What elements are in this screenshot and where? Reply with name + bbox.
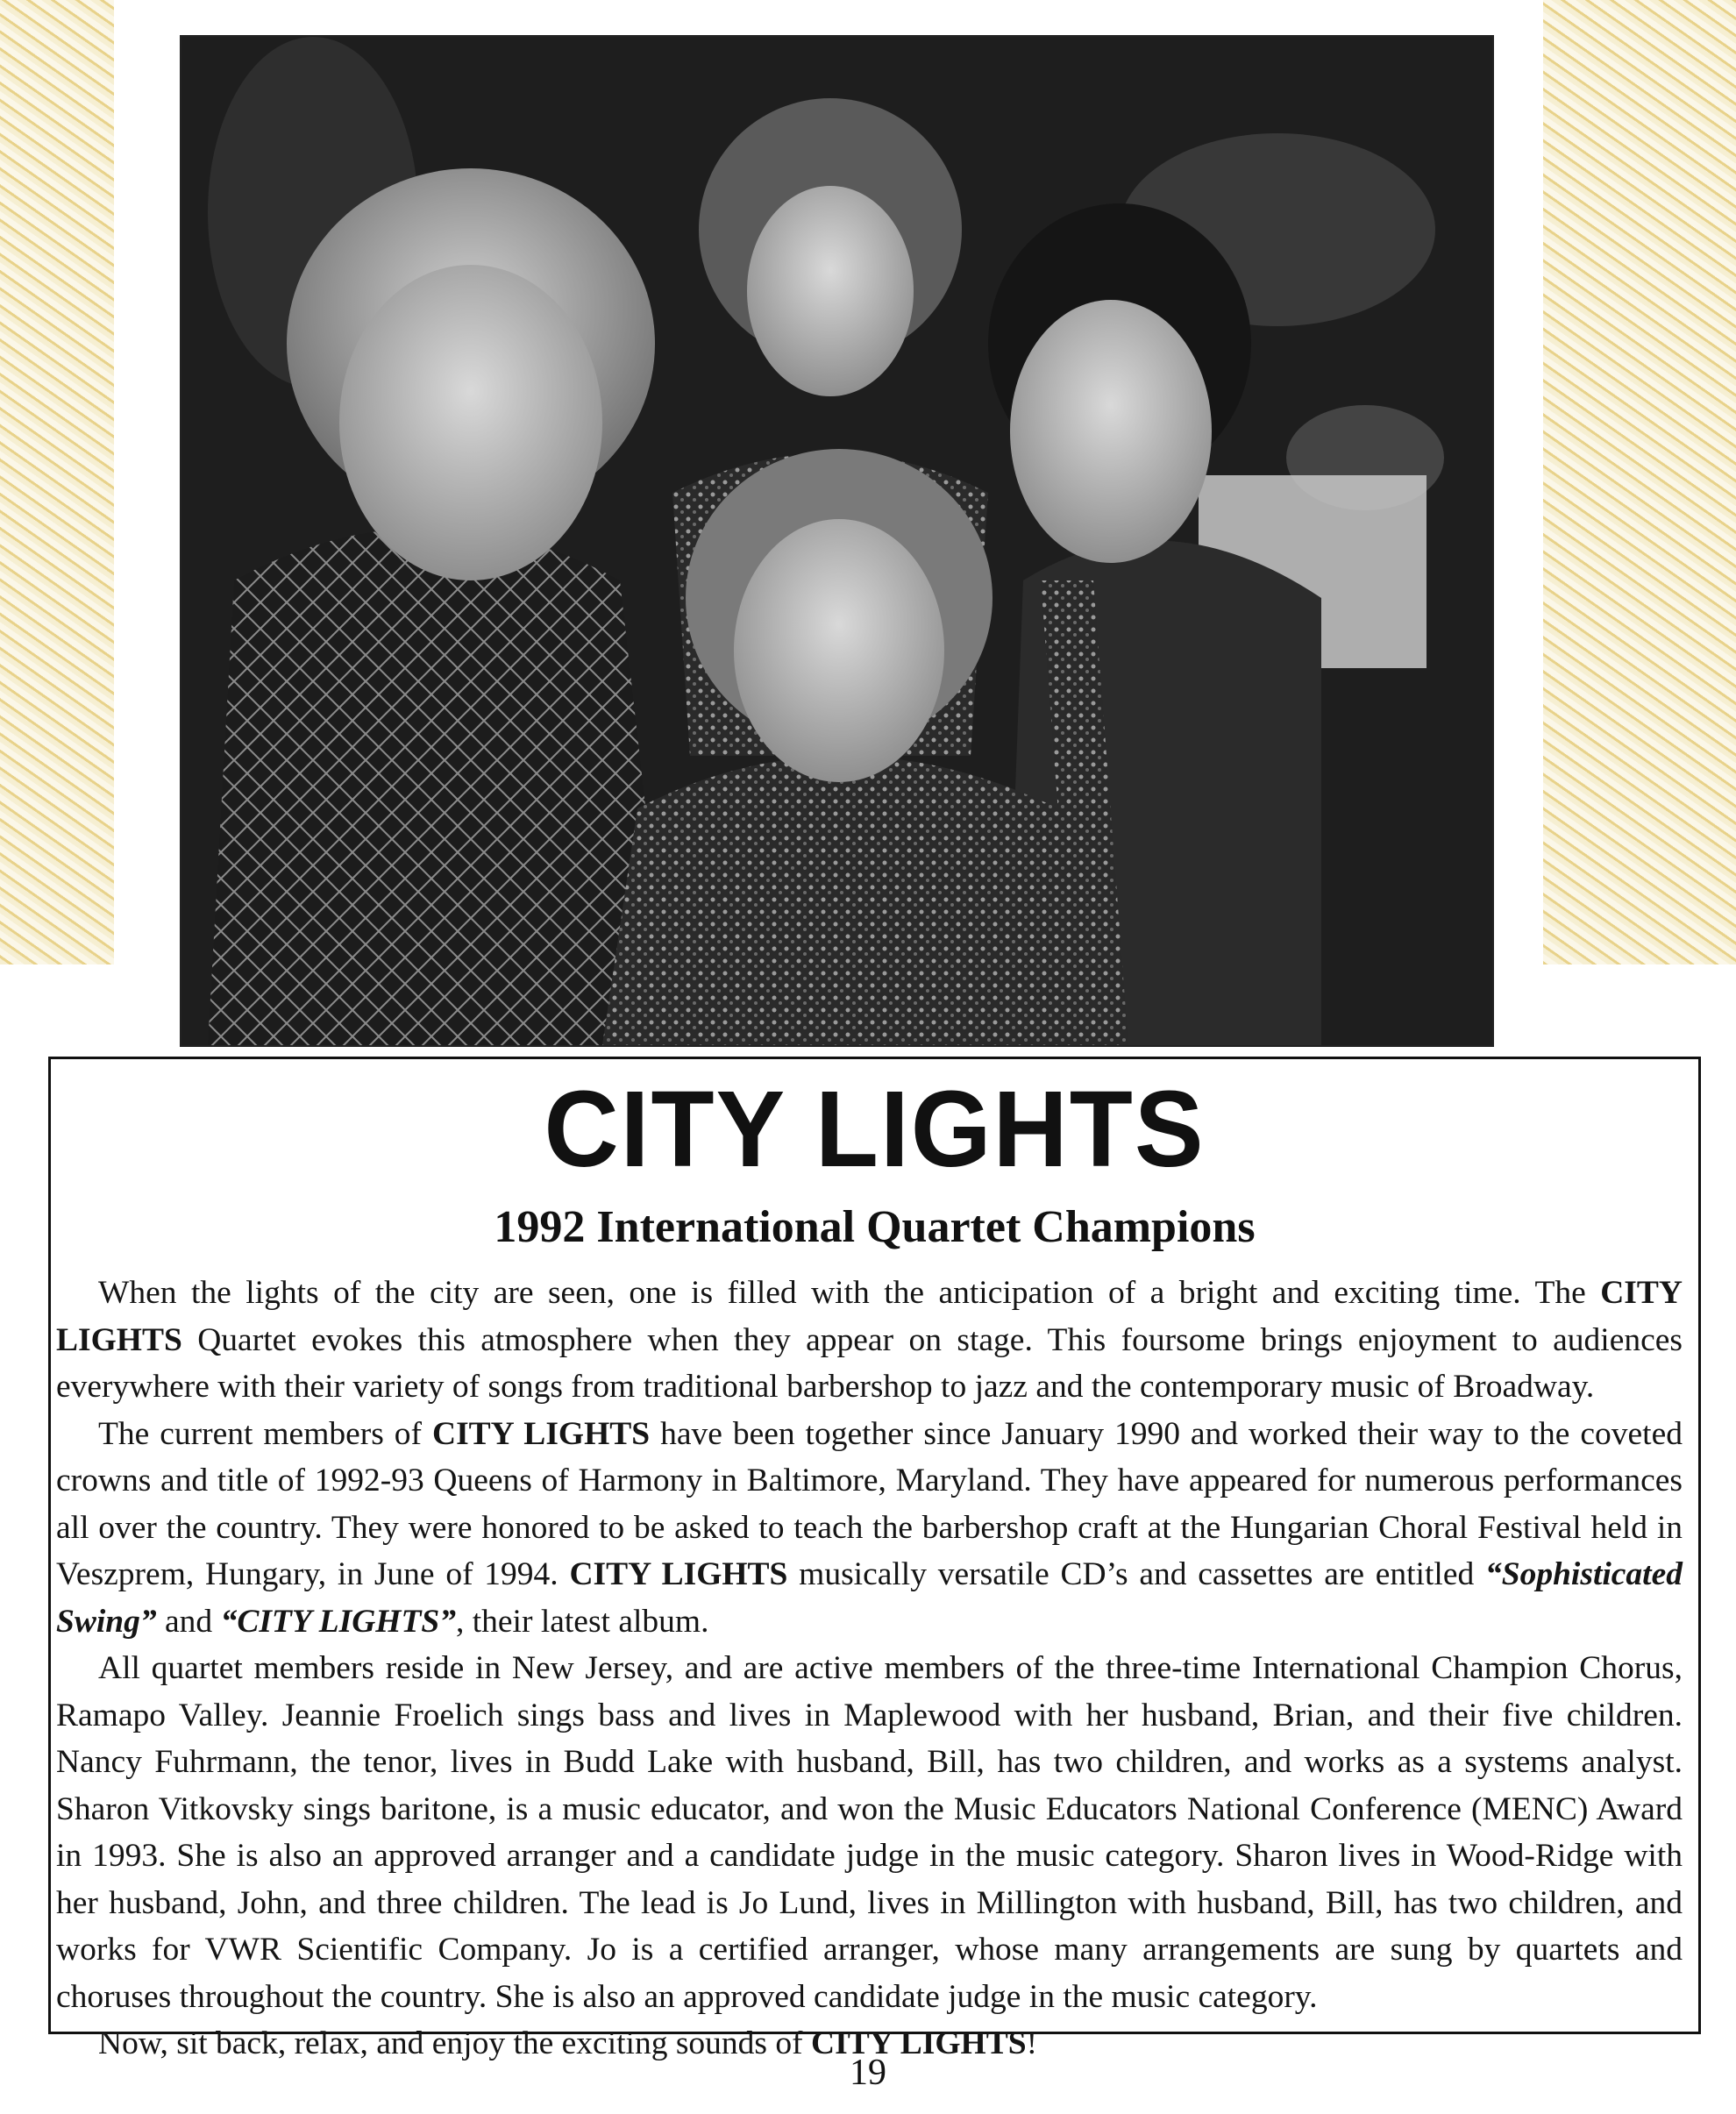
emphasized-text: “CITY LIGHTS” xyxy=(220,1603,456,1640)
text-run: and xyxy=(156,1603,221,1640)
paragraph xyxy=(56,1645,1683,2020)
text-run: , their latest album. xyxy=(455,1603,709,1640)
text-run: musically versatile CD’s and cassettes are entitled xyxy=(787,1556,1485,1592)
quartet-photo-illustration xyxy=(181,37,1492,1045)
emphasized-text: “Sophisticated Swing” xyxy=(56,1556,1683,1640)
emphasized-text: CITY LIGHTS xyxy=(569,1556,788,1592)
text-run: When the lights of the city are seen, one is filled with the anticipation of a bright and exciting time. The xyxy=(98,1275,1601,1311)
text-run: Quartet evokes this atmosphere when they appear on stage. This foursome brings enjoyment to audiences everywhere with their variety of songs from traditional barbershop to jazz and the contemporary music of Broadway. xyxy=(56,1321,1683,1405)
text-run: Now, sit back, relax, and enjoy the exciting sounds of xyxy=(98,2025,812,2061)
gold-decorative-paper-right xyxy=(1534,0,1736,964)
quartet-photo xyxy=(180,35,1494,1047)
article-body xyxy=(56,1270,1683,2068)
article-title: CITY LIGHTS xyxy=(544,1068,1206,1191)
text-run: have been together since January 1990 and worked their way to the coveted crowns and title of 1992-93 Queens of Harmony in Baltimore, Maryland. They have appeared for numerous performances all over the country. They were honored to be asked to teach the barbershop craft at the Hungarian Choral Festival held in Veszprem, Hungary, in June of 1994. xyxy=(56,1415,1683,1592)
text-run: The current members of xyxy=(98,1415,432,1452)
emphasized-text: CITY LIGHTS xyxy=(811,2025,1027,2061)
paragraph xyxy=(56,1270,1683,1411)
paragraph xyxy=(56,1411,1683,1646)
article-subtitle: 1992 International Quartet Champions xyxy=(494,1202,1256,1252)
text-run: All quartet members reside in New Jersey, and are active members of the three-time International Champion Chorus, Ramapo Valley. Jeannie Froelich sings bass and lives in Maplewood with her husband, Brian, and their five children. Nancy Fuhrmann, the tenor, lives in Budd Lake with husband, Bill, has two children, and works as a systems analyst. Sharon Vitkovsky sings baritone, is a music educator, and won the Music Educators National Conference (MENC) Award in 1993. She is also an approved arranger and a candidate judge in the music category. Sharon lives in Wood-Ridge with her husband, John, and three children. The lead is Jo Lund, lives in Millington with husband, Bill, has two children, and works for VWR Scientific Company. Jo is a certified arranger, whose many arrangements are sung by quartets and choruses throughout the country. She is also an approved candidate judge in the music category. xyxy=(56,1650,1683,2015)
emphasized-text: CITY LIGHTS xyxy=(56,1275,1683,1358)
page-number: 19 xyxy=(850,2053,886,2093)
text-run: ! xyxy=(1026,2025,1038,2061)
emphasized-text: CITY LIGHTS xyxy=(431,1415,651,1452)
article-box xyxy=(48,1057,1701,2061)
